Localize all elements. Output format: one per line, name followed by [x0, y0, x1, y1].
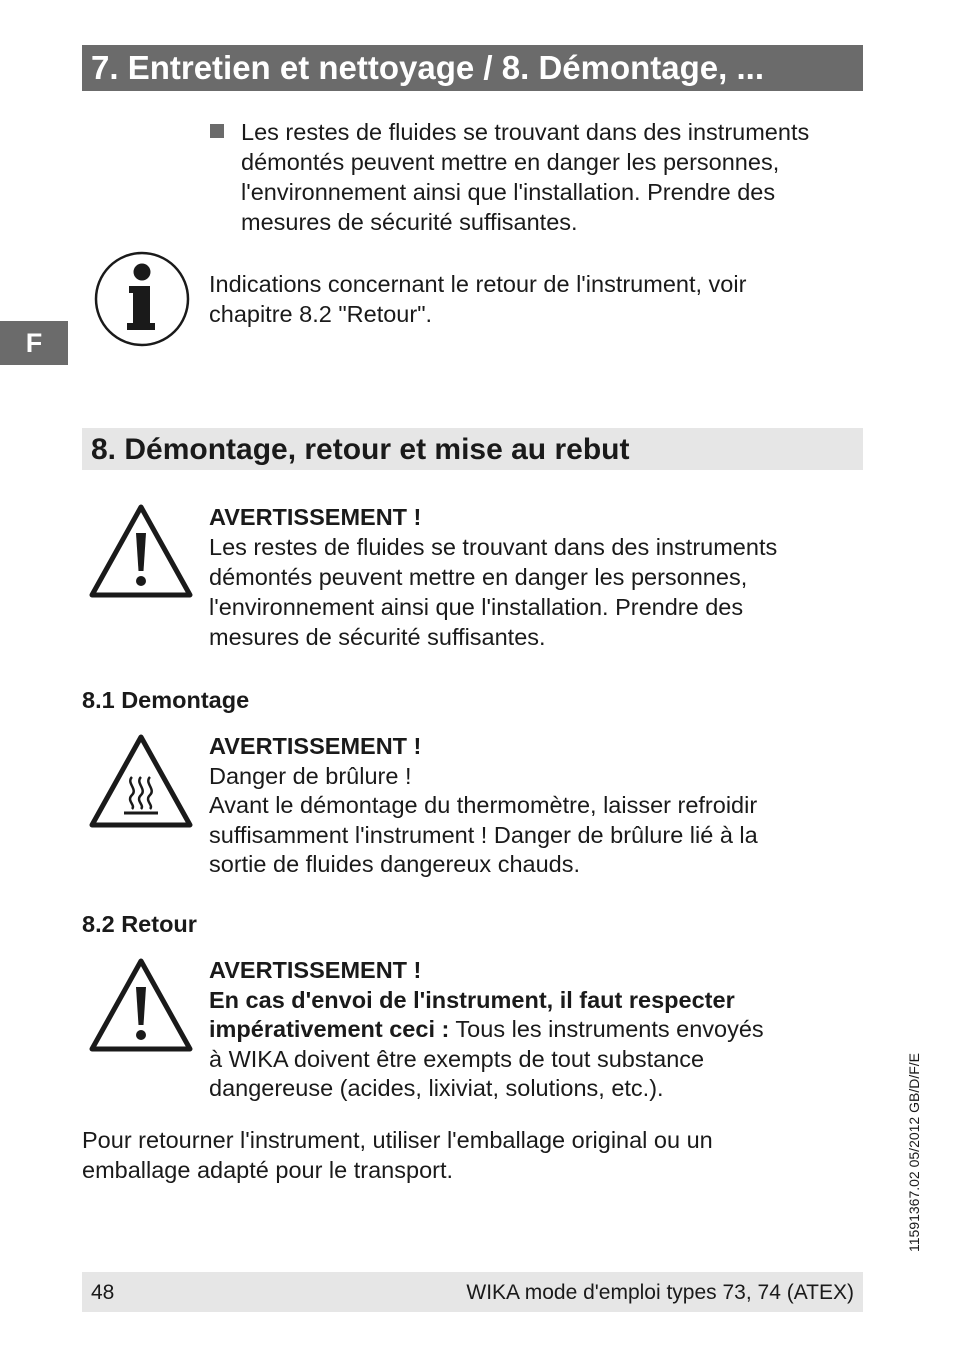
language-tab: F — [0, 321, 68, 365]
document-reference: 11591367.02 05/2012 GB/D/F/E — [906, 1053, 922, 1252]
warning-block — [209, 502, 777, 652]
text-line: l'environnement ainsi que l'installation. Prendre des — [209, 594, 744, 620]
text-line: sortie de fluides dangereux chauds. — [209, 851, 581, 877]
footer-text: WIKA mode d'emploi types 73, 74 (ATEX) — [466, 1281, 854, 1304]
warning-block — [209, 732, 758, 880]
bullet-square-icon — [210, 124, 224, 138]
text-line: Pour retourner l'instrument, utiliser l'emballage original ou un — [82, 1127, 713, 1153]
hot-surface-warning-icon — [88, 733, 194, 829]
warning-block — [209, 956, 764, 1104]
text-line: dangereuse (acides, lixiviat, solutions, etc.). — [209, 1075, 664, 1101]
text-line — [209, 1015, 764, 1045]
text-line: l'environnement ainsi que l'installation. Prendre des — [241, 179, 776, 205]
text-line: Indications concernant le retour de l'instrument, voir — [209, 271, 747, 297]
intro-bullet-text — [241, 117, 809, 237]
info-text — [209, 269, 746, 329]
text-line: à WIKA doivent être exempts de tout substance — [209, 1045, 705, 1072]
warning-heading: AVERTISSEMENT ! — [209, 733, 422, 759]
normal-text: Tous les instruments envoyés — [449, 1016, 764, 1042]
warning-triangle-icon — [88, 957, 194, 1053]
text-line: chapitre 8.2 "Retour". — [209, 301, 433, 327]
warning-heading: AVERTISSEMENT ! — [209, 504, 422, 530]
text-line: Les restes de fluides se trouvant dans des instruments — [241, 119, 810, 145]
text-line: En cas d'envoi de l'instrument, il faut respecter — [209, 986, 735, 1013]
text-line: Les restes de fluides se trouvant dans des instruments — [209, 534, 778, 560]
text-line: emballage adapté pour le transport. — [82, 1156, 454, 1183]
text-line: mesures de sécurité suffisantes. — [241, 209, 578, 235]
section-heading: 8. Démontage, retour et mise au rebut — [82, 428, 863, 470]
text-line: Avant le démontage du thermomètre, laisser refroidir — [209, 792, 758, 818]
warning-triangle-icon — [88, 503, 194, 599]
subsection-heading: 8.2 Retour — [82, 911, 197, 937]
subsection-heading: 8.1 Demontage — [82, 687, 250, 713]
text-line: suffisamment l'instrument ! Danger de brûlure lié à la — [209, 821, 758, 848]
warning-heading: AVERTISSEMENT ! — [209, 957, 422, 983]
text-line: démontés peuvent mettre en danger les personnes, — [209, 564, 748, 590]
return-paragraph — [82, 1126, 713, 1185]
text-line: Danger de brûlure ! — [209, 762, 412, 789]
footer — [82, 1272, 863, 1312]
text-line: mesures de sécurité suffisantes. — [209, 624, 546, 650]
page-title: 7. Entretien et nettoyage / 8. Démontage, ... — [82, 45, 863, 91]
bold-text: impérativement ceci : — [209, 1016, 450, 1042]
text-line: démontés peuvent mettre en danger les personnes, — [241, 149, 780, 175]
page-number: 48 — [91, 1281, 115, 1304]
info-icon — [93, 250, 191, 348]
